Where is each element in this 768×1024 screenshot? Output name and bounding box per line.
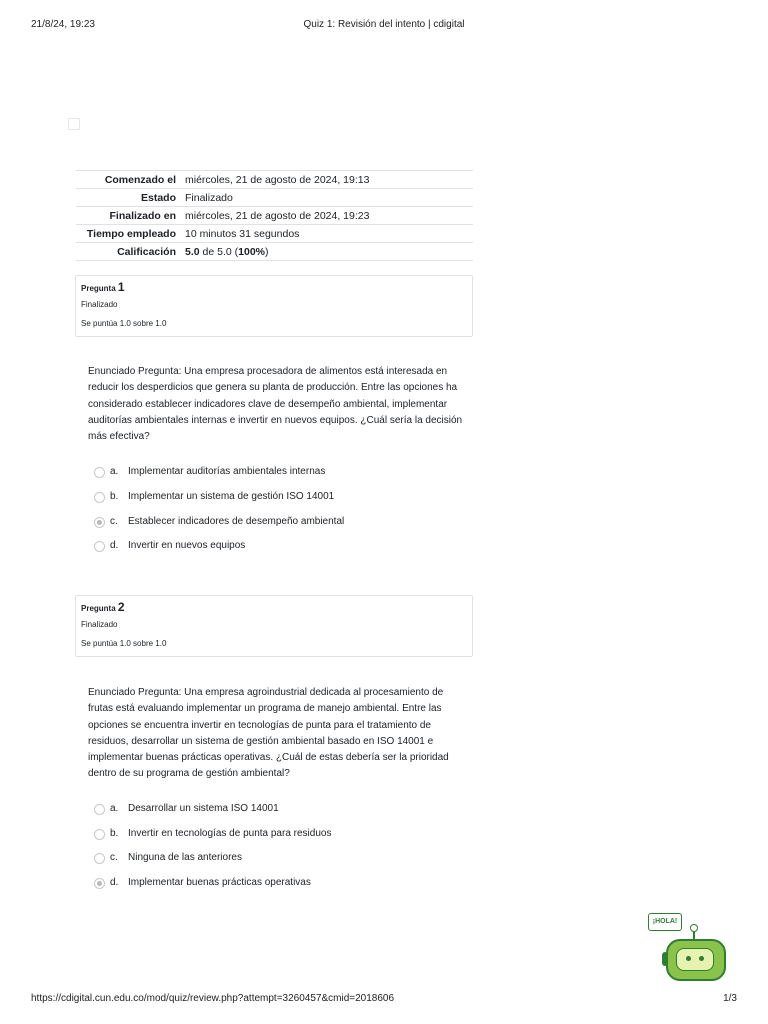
- answer-text: Establecer indicadores de desempeño ambiental: [128, 516, 345, 527]
- answer-letter: d.: [110, 540, 119, 551]
- question-info-1: [75, 275, 473, 337]
- attempt-summary-table: [76, 170, 473, 261]
- answer-letter: b.: [110, 828, 119, 839]
- question-label: Pregunta: [81, 604, 116, 613]
- document-icon: [68, 118, 80, 130]
- question-number: [81, 600, 125, 614]
- state-label: Estado: [76, 189, 185, 207]
- summary-row-finished: [76, 207, 473, 225]
- print-page-title: Quiz 1: Revisión del intento | cdigital: [303, 19, 465, 30]
- robot-icon[interactable]: [666, 939, 726, 981]
- answer-text: Implementar un sistema de gestión ISO 14001: [128, 491, 335, 502]
- started-value: miércoles, 21 de agosto de 2024, 19:13: [185, 171, 473, 189]
- radio-button[interactable]: [94, 829, 105, 840]
- grade-score: 5.0: [185, 245, 200, 258]
- grade-close: ): [265, 245, 269, 258]
- question-info-2: [75, 595, 473, 657]
- question-text-1: Enunciado Pregunta: Una empresa procesadora de alimentos está interesada en reducir los desperdicios que genera su planta de producción. Entre las opciones ha considerado establecer indicadores clave de desempeño ambiental, implementar auditorías ambientales internas e invertir en nuevos equipos. ¿Cuál sería la decisión más efectiva?: [88, 366, 463, 443]
- summary-row-grade: [76, 243, 473, 261]
- answer-letter: a.: [110, 466, 119, 477]
- radio-button[interactable]: [94, 804, 105, 815]
- time-value: 10 minutos 31 segundos: [185, 225, 473, 243]
- summary-row-time: [76, 225, 473, 243]
- answer-letter: c.: [110, 852, 118, 863]
- question-text-2: Enunciado Pregunta: Una empresa agroindustrial dedicada al procesamiento de frutas está evaluando implementar un programa de manejo ambiental. Entre las opciones se encuentra invertir en tecnologías de punta para el tratamiento de residuos, desarrollar un sistema de gestión ambiental basado en ISO 14001 e implementar buenas prácticas operativas. ¿Cuál de estas debería ser la prioridad dentro de su programa de gestión ambiental?: [88, 687, 449, 780]
- grade-of: de 5.0 (: [199, 245, 239, 258]
- chatbot-widget[interactable]: [648, 912, 728, 982]
- robot-eye-left-icon: [686, 956, 691, 961]
- chatbot-greeting-bubble[interactable]: ¡HOLA!: [648, 913, 682, 931]
- question-label: Pregunta: [81, 284, 116, 293]
- question-grade: Se puntúa 1.0 sobre 1.0: [81, 639, 167, 648]
- time-label: Tiempo empleado: [76, 225, 185, 243]
- answer-text: Invertir en tecnologías de punta para residuos: [128, 828, 332, 839]
- summary-row-state: [76, 189, 473, 207]
- question-number-value: 1: [117, 280, 125, 294]
- answer-text: Invertir en nuevos equipos: [128, 540, 246, 551]
- answer-text: Implementar auditorías ambientales internas: [128, 466, 326, 477]
- question-state: Finalizado: [81, 300, 118, 309]
- answer-text: Ninguna de las anteriores: [128, 852, 242, 863]
- answer-letter: b.: [110, 491, 119, 502]
- answer-letter: d.: [110, 877, 119, 888]
- grade-value: [185, 243, 473, 261]
- started-label: Comenzado el: [76, 171, 185, 189]
- print-page-count: 1/3: [723, 993, 737, 1004]
- radio-button[interactable]: [94, 492, 105, 503]
- print-url: https://cdigital.cun.edu.co/mod/quiz/review.php?attempt=3260457&cmid=2018606: [31, 993, 395, 1004]
- radio-button-selected[interactable]: [94, 517, 105, 528]
- answer-text: Desarrollar un sistema ISO 14001: [128, 803, 279, 814]
- robot-face-icon: [676, 948, 714, 971]
- robot-eye-right-icon: [699, 956, 704, 961]
- question-state: Finalizado: [81, 620, 118, 629]
- robot-antenna-tip-icon: [690, 924, 698, 932]
- state-value: Finalizado: [185, 189, 473, 207]
- radio-button[interactable]: [94, 853, 105, 864]
- grade-label: Calificación: [76, 243, 185, 261]
- question-grade: Se puntúa 1.0 sobre 1.0: [81, 319, 167, 328]
- radio-button[interactable]: [94, 541, 105, 552]
- answer-text: Implementar buenas prácticas operativas: [128, 877, 311, 888]
- grade-percent: 100%: [238, 245, 265, 258]
- print-datetime: 21/8/24, 19:23: [31, 19, 95, 30]
- print-header: [31, 19, 737, 33]
- answer-letter: c.: [110, 516, 118, 527]
- answer-letter: a.: [110, 803, 119, 814]
- question-number-value: 2: [117, 600, 125, 614]
- print-footer: [31, 993, 737, 1007]
- finished-value: miércoles, 21 de agosto de 2024, 19:23: [185, 207, 473, 225]
- radio-button[interactable]: [94, 467, 105, 478]
- summary-row-started: [76, 171, 473, 189]
- radio-button-selected[interactable]: [94, 878, 105, 889]
- finished-label: Finalizado en: [76, 207, 185, 225]
- question-number: [81, 280, 125, 294]
